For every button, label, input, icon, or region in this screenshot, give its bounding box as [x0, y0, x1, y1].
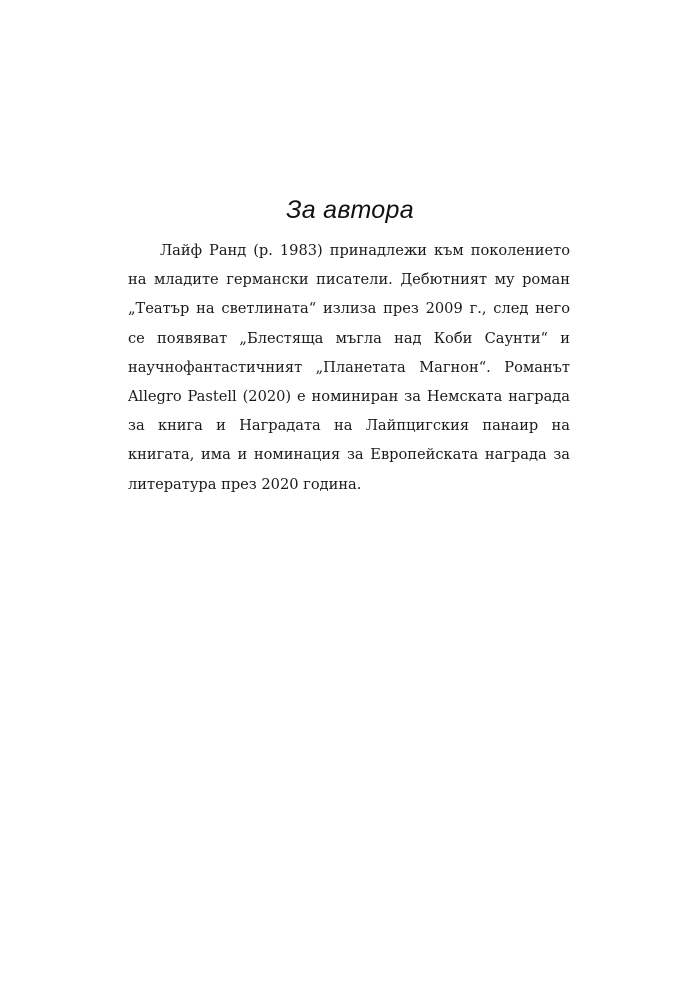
page-title: За автора: [286, 196, 414, 224]
author-bio-paragraph: Лайф Ранд (р. 1983) принадлежи към поколението на младите германски писатели. Дебютният му роман „Театър на светлината“ излиза през 2009 г., след него се появяват „Блестяща мъгла над Коби Саунти“ и научнофантастичният „Планетата Магнон“. Романът Allegro Pastell (2020) е номиниран за Немската награда за книга и Наградата на Лайпцигския панаир на книгата, има и номинация за Европейската награда за литература през 2020 година.: [128, 242, 570, 493]
